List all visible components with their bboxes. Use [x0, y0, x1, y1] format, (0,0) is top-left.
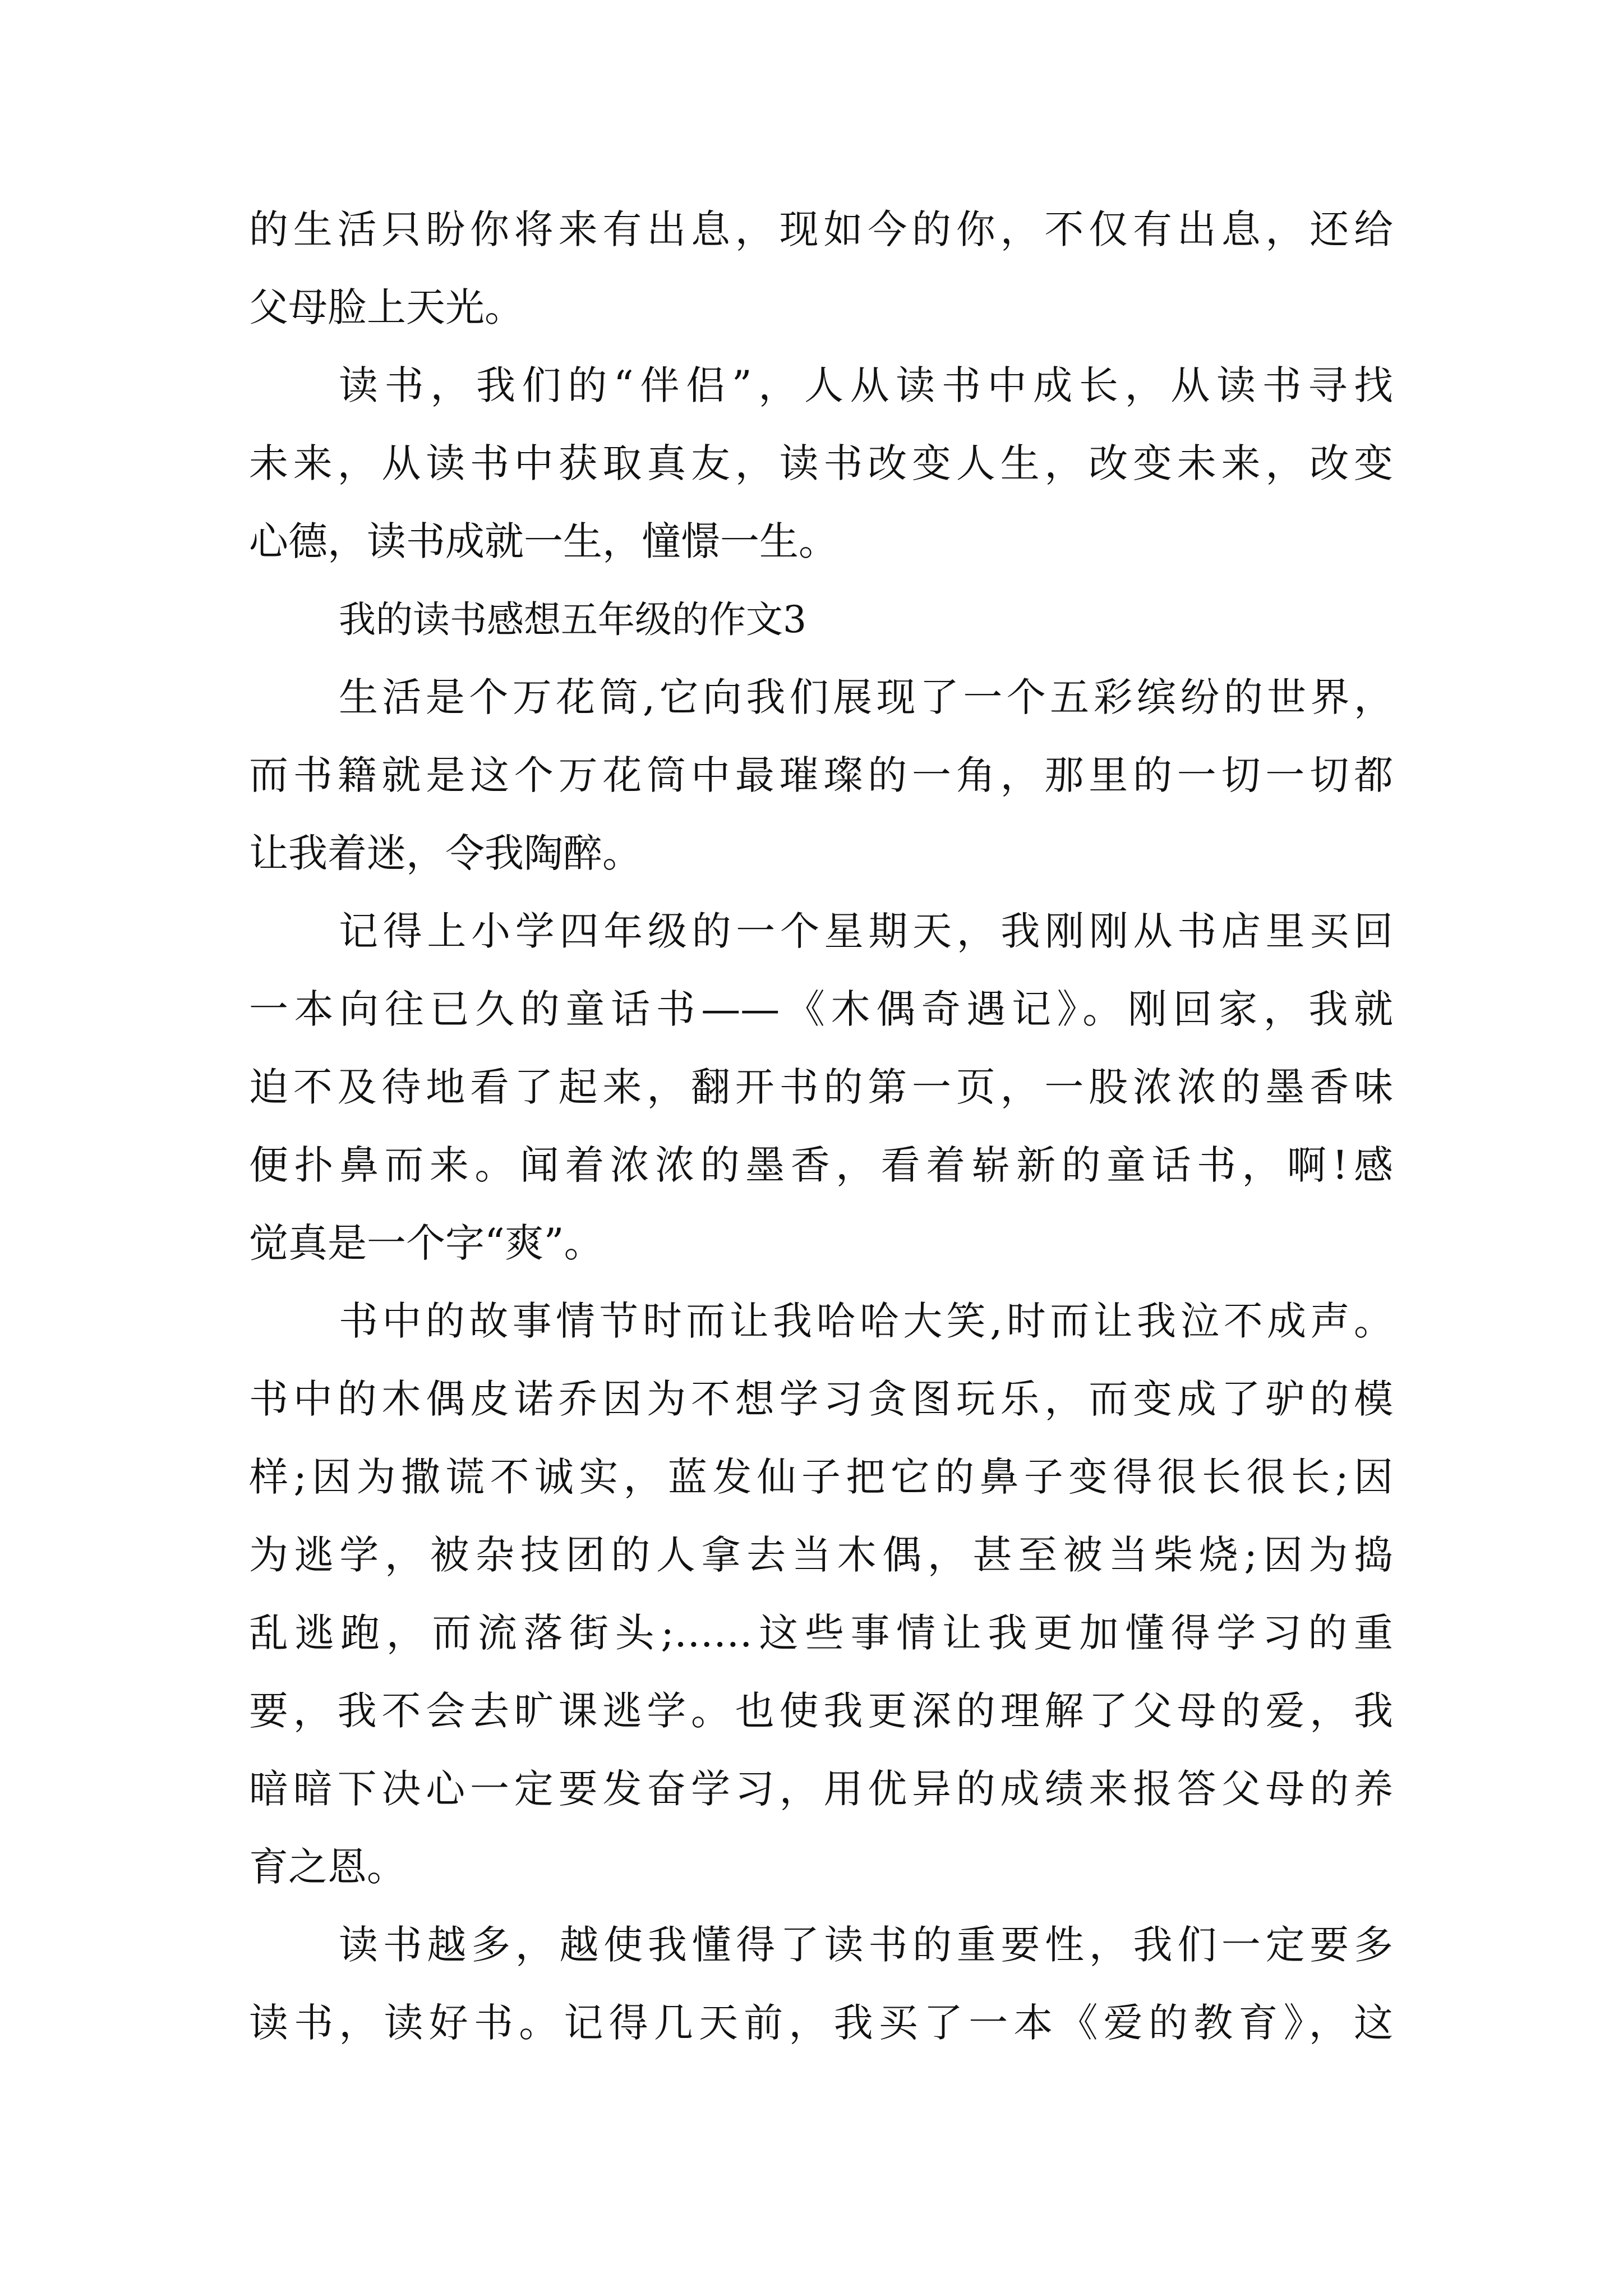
text-line: 样;因为撒谎不诚实，蓝发仙子把它的鼻子变得很长很长;因 [249, 1454, 1393, 1500]
body-text [249, 191, 1393, 2062]
paragraph-start-line: 记得上小学四年级的一个星期天，我刚刚从书店里买回 [339, 908, 1393, 954]
text-line: 为逃学，被杂技团的人拿去当木偶，甚至被当柴烧;因为捣 [249, 1532, 1393, 1578]
text-line: 一本向往已久的童话书——《木偶奇遇记》。刚回家，我就 [249, 986, 1393, 1032]
paragraph-start-line: 书中的故事情节时而让我哈哈大笑,时而让我泣不成声。 [339, 1298, 1393, 1344]
text-line: 便扑鼻而来。闻着浓浓的墨香，看着崭新的童话书，啊!感 [249, 1142, 1393, 1188]
paragraph-start-line: 读书越多，越使我懂得了读书的重要性，我们一定要多 [339, 1922, 1393, 1968]
text-line: 暗暗下决心一定要发奋学习，用优异的成绩来报答父母的养 [249, 1766, 1393, 1812]
text-line: 让我着迷，令我陶醉。 [249, 830, 642, 876]
text-line: 要，我不会去旷课逃学。也使我更深的理解了父母的爱，我 [249, 1688, 1393, 1734]
text-line: 父母脸上天光。 [249, 284, 524, 330]
text-line: 觉真是一个字“爽”。 [249, 1220, 603, 1266]
section-heading: 我的读书感想五年级的作文3 [339, 598, 806, 641]
text-line: 育之恩。 [249, 1844, 406, 1890]
text-line: 乱逃跑，而流落街头;……这些事情让我更加懂得学习的重 [249, 1610, 1393, 1656]
text-line: 心德，读书成就一生，憧憬一生。 [249, 518, 838, 564]
paragraph-start-line: 生活是个万花筒,它向我们展现了一个五彩缤纷的世界， [339, 674, 1393, 720]
text-line: 未来，从读书中获取真友，读书改变人生，改变未来，改变 [249, 440, 1393, 486]
paragraph-start-line: 读书，我们的“伴侣”，人从读书中成长，从读书寻找 [339, 362, 1393, 408]
text-line: 书中的木偶皮诺乔因为不想学习贪图玩乐，而变成了驴的模 [249, 1376, 1393, 1422]
text-line: 读书，读好书。记得几天前，我买了一本《爱的教育》，这 [249, 2000, 1393, 2046]
text-line: 而书籍就是这个万花筒中最璀璨的一角，那里的一切一切都 [249, 752, 1393, 798]
text-line: 的生活只盼你将来有出息，现如今的你，不仅有出息，还给 [249, 206, 1393, 252]
text-line: 迫不及待地看了起来，翻开书的第一页，一股浓浓的墨香味 [249, 1064, 1393, 1110]
